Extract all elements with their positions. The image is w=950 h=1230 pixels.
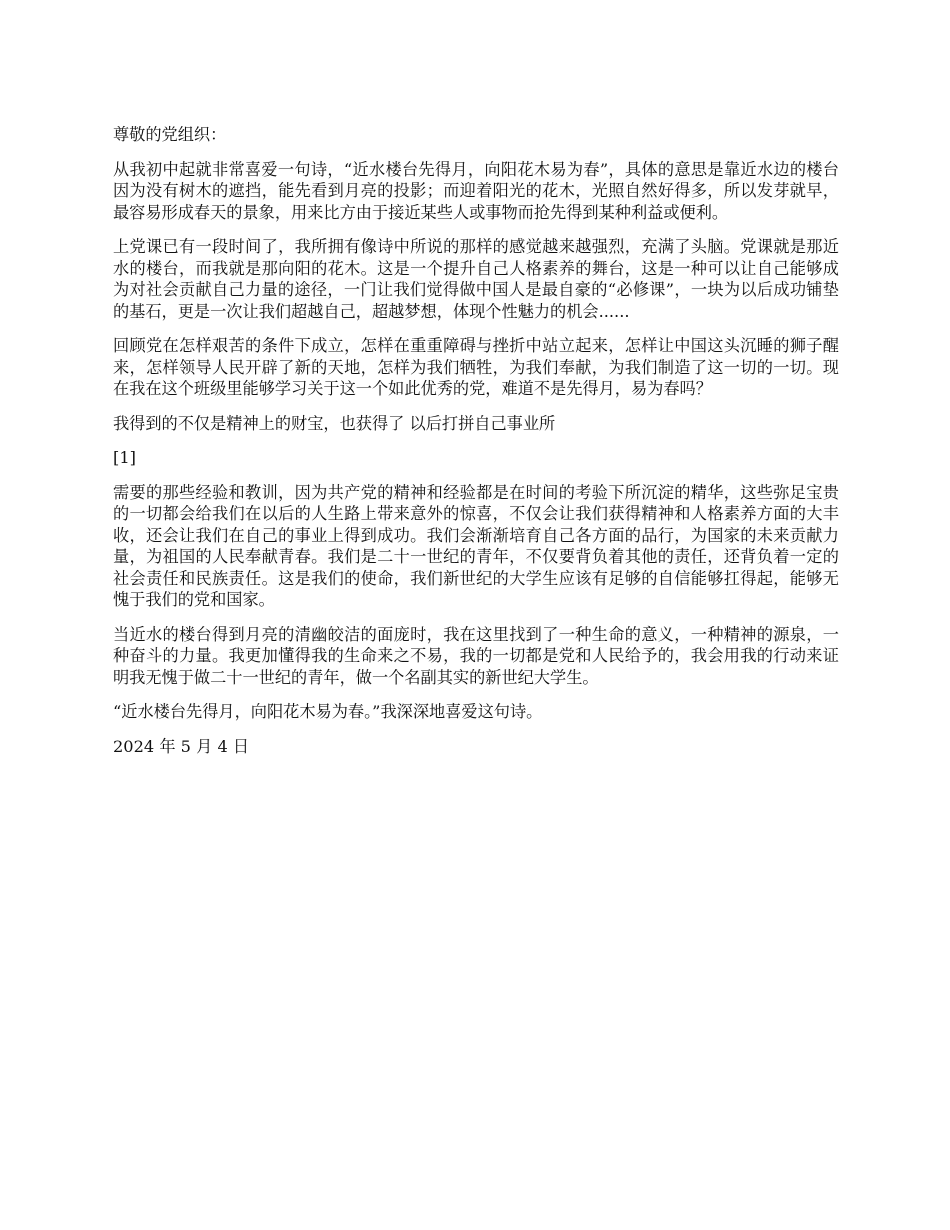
paragraph-1: 从我初中起就非常喜爱一句诗，“近水楼台先得月，向阳花木易为春”，具体的意思是靠近水边的楼台因为没有树木的遮挡，能先看到月亮的投影；而迎着阳光的花木，光照自然好得多，所以发芽就早，最容易形成春天的景象，用来比方由于接近某些人或事物而抢先得到某种利益或便利。 <box>113 159 839 222</box>
paragraph-6: 当近水的楼台得到月亮的清幽皎洁的面庞时，我在这里找到了一种生命的意义，一种精神的源泉，一种奋斗的力量。我更加懂得我的生命来之不易，我的一切都是党和人民给予的，我会用我的行动来证明我无愧于做二十一世纪的青年，做一个名副其实的新世纪大学生。 <box>113 624 839 687</box>
paragraph-4: 我得到的不仅是精神上的财宝，也获得了 以后打拼自己事业所 <box>113 413 556 433</box>
paragraph-2: 上党课已有一段时间了，我所拥有像诗中所说的那样的感觉越来越强烈，充满了头脑。党课就是那近水的楼台，而我就是那向阳的花木。这是一个提升自己人格素养的舞台，这是一种可以让自己能够成为对社会贡献自己力量的途径，一门让我们觉得做中国人是最自豪的“必修课”，一块为以后成功铺垫的基石，更是一次让我们超越自己，超越梦想，体现个性魅力的机会...... <box>113 237 839 321</box>
footnote-marker: [1] <box>113 448 136 467</box>
closing-quote: “近水楼台先得月，向阳花木易为春。”我深深地喜爱这句诗。 <box>113 702 543 721</box>
salutation: 尊敬的党组织： <box>113 125 227 144</box>
document-page <box>113 124 839 770</box>
paragraph-3: 回顾党在怎样艰苦的条件下成立，怎样在重重障碍与挫折中站立起来，怎样让中国这头沉睡的狮子醒来，怎样领导人民开辟了新的天地，怎样为我们牺牲，为我们奉献，为我们制造了这一切的一切。现在我在这个班级里能够学习关于这一个如此优秀的党，难道不是先得月，易为春吗？ <box>113 336 839 398</box>
letter-date: 2024 年 5 月 4 日 <box>113 736 250 756</box>
paragraph-5: 需要的那些经验和教训，因为共产党的精神和经验都是在时间的考验下所沉淀的精华，这些弥足宝贵的一切都会给我们在以后的人生路上带来意外的惊喜，不仅会让我们获得精神和人格素养方面的大丰收，还会让我们在自己的事业上得到成功。我们会渐渐培育自己各方面的品行，为国家的未来贡献力量，为祖国的人民奉献青春。我们是二十一世纪的青年，不仅要背负着其他的责任，还背负着一定的社会责任和民族责任。这是我们的使命，我们新世纪的大学生应该有足够的自信能够扛得起，能够无愧于我们的党和国家。 <box>113 482 839 609</box>
